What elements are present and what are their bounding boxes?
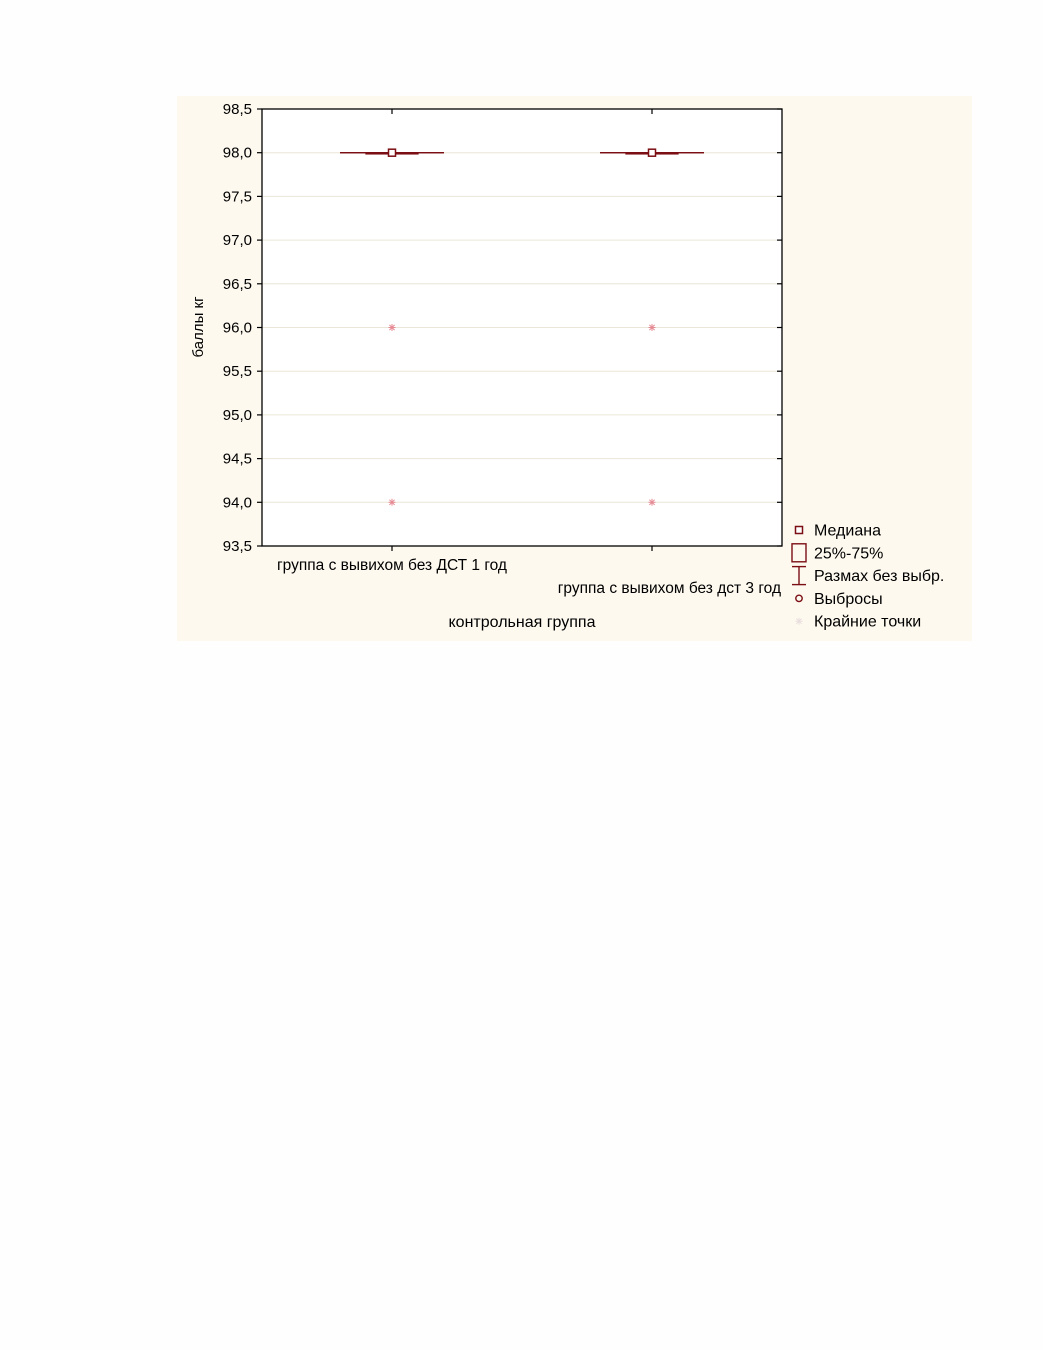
legend-label: Крайние точки xyxy=(814,613,922,631)
legend-label: Выбросы xyxy=(814,590,883,608)
y-tick-label: 96,0 xyxy=(222,319,252,337)
y-tick-label: 95,5 xyxy=(222,363,252,381)
x-axis-label: контрольная группа xyxy=(448,614,596,631)
y-tick-label: 98,5 xyxy=(222,101,252,118)
legend-item xyxy=(792,567,944,586)
y-tick-label: 93,5 xyxy=(222,538,252,555)
y-tick-label: 98,0 xyxy=(222,144,252,162)
y-tick-label: 96,5 xyxy=(222,275,252,293)
y-axis-label: баллы кг xyxy=(190,296,207,358)
x-tick-label: группа с вывихом без ДСТ 1 год xyxy=(277,557,507,574)
median-square-icon xyxy=(796,527,803,534)
median-marker xyxy=(649,149,656,156)
y-tick-label: 95,0 xyxy=(222,406,252,424)
legend-label: Размах без выбр. xyxy=(814,568,945,586)
extreme-point xyxy=(389,499,396,506)
extreme-asterisk-icon xyxy=(796,618,803,625)
legend-item xyxy=(792,544,883,563)
y-tick-label: 94,0 xyxy=(222,494,252,512)
extreme-point xyxy=(389,324,396,331)
y-tick-label: 97,0 xyxy=(222,232,252,250)
y-tick-label: 94,5 xyxy=(222,450,252,468)
extreme-point xyxy=(649,499,656,506)
legend-label: Медиана xyxy=(814,522,881,540)
y-tick-label: 97,5 xyxy=(222,188,252,206)
legend-item xyxy=(796,614,922,631)
x-tick-label: группа с вывихом без дст 3 год xyxy=(557,580,781,597)
extreme-point xyxy=(649,324,656,331)
legend-label: 25%-75% xyxy=(814,545,884,563)
median-marker xyxy=(389,149,396,156)
